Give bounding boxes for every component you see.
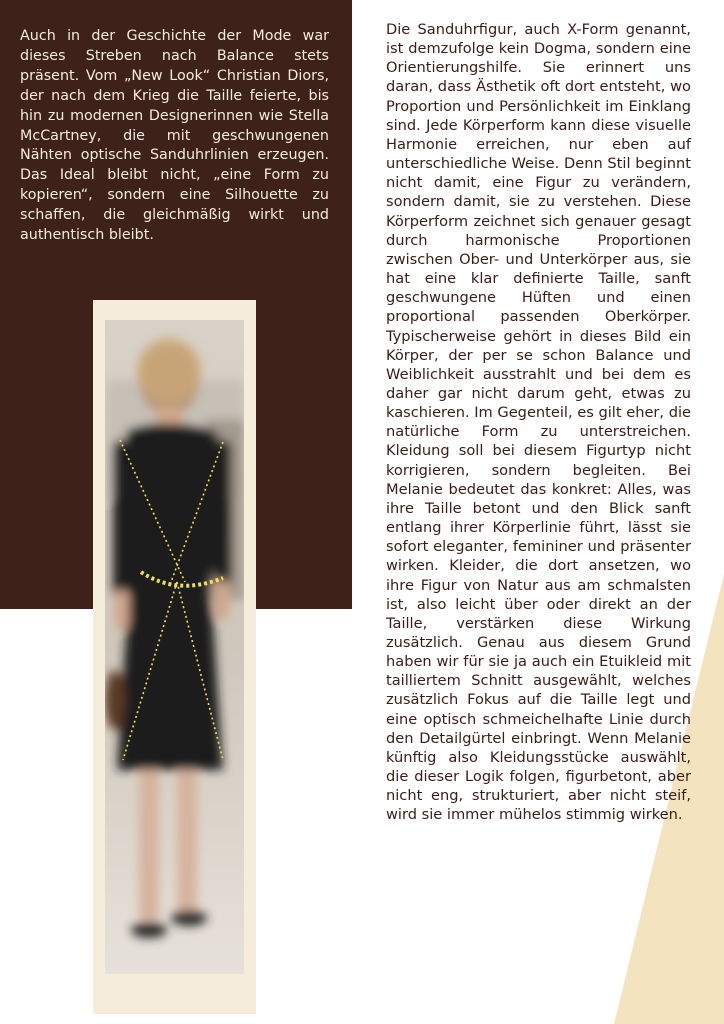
photo-frame [93,300,256,1014]
main-paragraph: Die Sanduhrfigur, auch X-Form genannt, ist demzufolge kein Dogma, sondern eine Orientierungshilfe. Sie erinnert uns daran, dass Ästhetik oft dort entsteht, wo Proportion und Persönlichkeit im Einklang sind. Jede Körperform kann diese visuelle Harmonie erreichen, nur eben auf unterschiedliche Weise. Denn Stil beginnt nicht damit, eine Figur zu verändern, sondern damit, sie zu verstehen. Diese Körperform zeichnet sich genauer gesagt durch harmonische Proportionen zwischen Ober- und Unterkörper aus, sie hat eine klar definierte Taille, sanft geschwungene Hüften und einen proportional passenden Oberkörper. Typischerweise gehört in dieses Bild ein Körper, der per se schon Balance und Weiblichkeit ausstrahlt und bei dem es daher gar nicht darum geht, etwas zu kaschieren. Im Gegenteil, es gilt eher, die natürliche Form zu unterstreichen. Kleidung soll bei diesem Figurtyp nicht korrigieren, sondern begleiten. Bei Melanie bedeutet das konkret: Alles, was ihre Taille betont und den Blick sanft entlang ihrer Körperlinie führt, lässt sie sofort eleganter, femininer und präsenter wirken. Kleider, die dort ansetzen, wo ihre Figur von Natur aus am schmalsten ist, also leicht über oder direkt an der Taille, verstärken diese Wirkung zusätzlich. Genau aus diesem Grund haben wir für sie ja auch ein Etuikleid mit tailliertem Schnitt ausgewählt, welches zusätzlich Fokus auf die Taille legt und eine optisch schmeichelhafte Linie durch den Detailgürtel einbringt. Wenn Melanie künftig also Kleidungsstücke auswählt, die dieser Logik folgen, figurbetont, aber nicht eng, strukturiert, aber nicht steif, wird sie immer mühelos stimmig wirken. [386,21,691,824]
intro-paragraph: Auch in der Geschichte der Mode war dieses Streben nach Balance stets präsent. Vom „New Look“ Christian Diors, der nach dem Krieg die Taille feierte, bis hin zu modernen Designerinnen wie Stella McCartney, die mit geschwungenen Nähten optische Sanduhrlinien erzeugen. Das Ideal bleibt nicht, „eine Form zu kopieren“, sondern eine Silhouette zu schaffen, die gleichmäßig wirkt und authentisch bleibt. [20,28,329,244]
figure-photo [105,320,244,974]
figure-photo-illustration [105,320,244,974]
